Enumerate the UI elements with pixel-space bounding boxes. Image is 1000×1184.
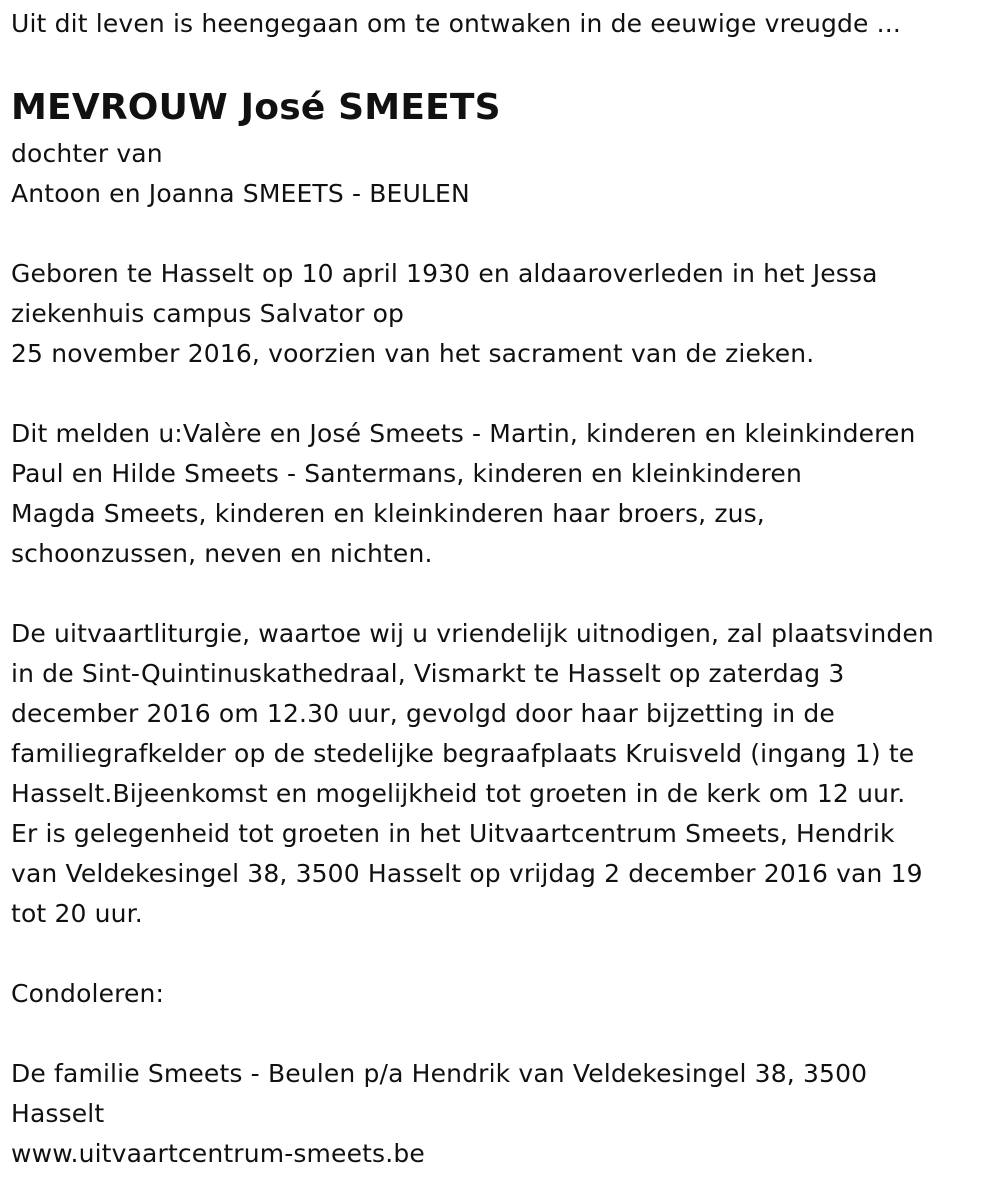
birth-death-line: Geboren te Hasselt op 10 april 1930 en aldaaroverleden in het Jessa — [11, 259, 878, 288]
funeral-line: Hasselt.Bijeenkomst en mogelijkheid tot groeten in de kerk om 12 uur. — [11, 779, 906, 808]
deceased-name: MEVROUW José SMEETS — [11, 87, 501, 128]
address-line: Hasselt — [11, 1099, 105, 1128]
parents-line: dochter van — [11, 139, 163, 168]
spacer — [11, 934, 991, 974]
announcer-line: Dit melden u:Valère en José Smeets - Martin, kinderen en kleinkinderen — [11, 419, 916, 448]
birth-death-line: ziekenhuis campus Salvator op — [11, 299, 405, 328]
spacer — [11, 1014, 991, 1054]
funeral-line: Er is gelegenheid tot groeten in het Uitvaartcentrum Smeets, Hendrik — [11, 819, 895, 848]
funeral-line: van Veldekesingel 38, 3500 Hasselt op vrijdag 2 december 2016 van 19 — [11, 859, 923, 888]
intro-text: Uit dit leven is heengegaan om te ontwaken in de eeuwige vreugde ... — [11, 9, 901, 38]
spacer — [11, 374, 991, 414]
funeral-line: tot 20 uur. — [11, 899, 143, 928]
announcer-line: Magda Smeets, kinderen en kleinkinderen haar broers, zus, — [11, 499, 765, 528]
spacer — [11, 214, 991, 254]
funeral-line: in de Sint-Quintinuskathedraal, Vismarkt te Hasselt op zaterdag 3 — [11, 659, 845, 688]
spacer — [11, 574, 991, 614]
funeral-line: december 2016 om 12.30 uur, gevolgd door haar bijzetting in de — [11, 699, 835, 728]
condolence-label: Condoleren: — [11, 979, 165, 1008]
announcer-line: schoonzussen, neven en nichten. — [11, 539, 433, 568]
address-line: De familie Smeets - Beulen p/a Hendrik van Veldekesingel 38, 3500 — [11, 1059, 868, 1088]
funeral-line: De uitvaartliturgie, waartoe wij u vriendelijk uitnodigen, zal plaatsvinden — [11, 619, 934, 648]
birth-death-line: 25 november 2016, voorzien van het sacrament van de zieken. — [11, 339, 815, 368]
funeral-line: familiegrafkelder op de stedelijke begraafplaats Kruisveld (ingang 1) te — [11, 739, 915, 768]
announcer-line: Paul en Hilde Smeets - Santermans, kinderen en kleinkinderen — [11, 459, 802, 488]
website-line — [11, 1134, 991, 1174]
website-link[interactable]: www.uitvaartcentrum-smeets.be — [11, 1139, 425, 1168]
obituary-notice — [11, 4, 991, 1174]
parents-line: Antoon en Joanna SMEETS - BEULEN — [11, 179, 470, 208]
